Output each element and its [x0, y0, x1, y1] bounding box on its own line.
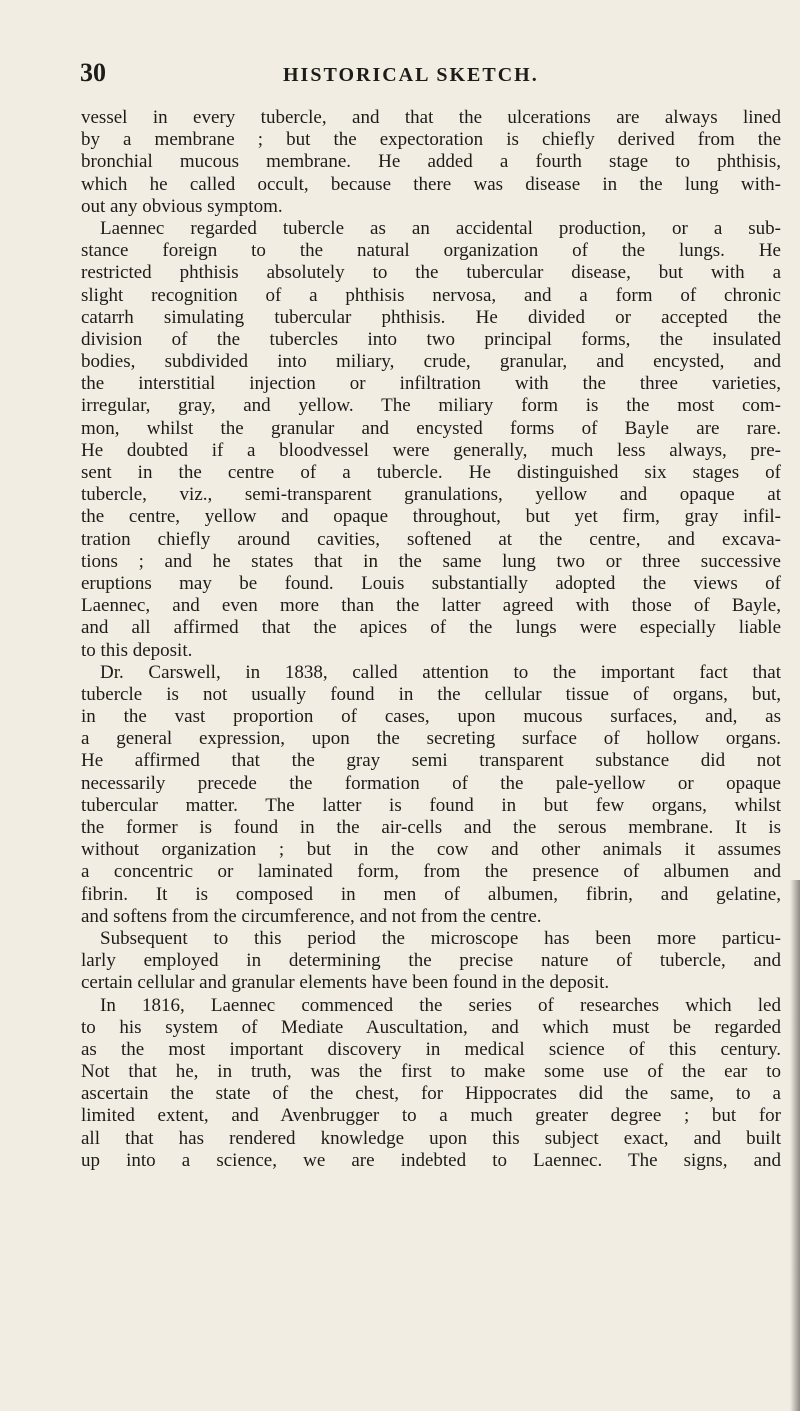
- text-line: and softens from the circumference, and not from the centre.: [81, 905, 542, 927]
- text-line: to this deposit.: [81, 639, 193, 661]
- text-line: bodies, subdivided into miliary, crude, granular, and encysted, and: [81, 351, 781, 373]
- text-line: irregular, gray, and yellow. The miliary form is the most com-: [81, 395, 781, 417]
- text-line: which he called occult, because there was disease in the lung with-: [81, 173, 781, 195]
- text-line: tration chiefly around cavities, softened at the centre, and excava-: [81, 528, 781, 550]
- text-line: tubercular matter. The latter is found in but few organs, whilst: [81, 794, 781, 816]
- text-line: the interstitial injection or infiltration with the three varieties,: [81, 373, 781, 395]
- text-line: restricted phthisis absolutely to the tubercular disease, but with a: [81, 262, 781, 284]
- text-line: certain cellular and granular elements have been found in the deposit.: [81, 972, 610, 994]
- text-line: larly employed in determining the precise nature of tubercle, and: [81, 950, 781, 972]
- text-line: tions ; and he states that in the same lung two or three successive: [81, 550, 781, 572]
- text-line: ascertain the state of the chest, for Hippocrates did the same, to a: [81, 1083, 781, 1105]
- running-title: HISTORICAL SKETCH.: [283, 64, 539, 86]
- text-line: by a membrane ; but the expectoration is chiefly derived from the: [81, 129, 781, 151]
- text-line: tubercle, viz., semi-transparent granulations, yellow and opaque at: [81, 484, 781, 506]
- text-line: necessarily precede the formation of the pale-yellow or opaque: [81, 772, 781, 794]
- text-line: a general expression, upon the secreting surface of hollow organs.: [81, 728, 781, 750]
- text-line: to his system of Mediate Auscultation, and which must be regarded: [81, 1016, 781, 1038]
- text-line: in the vast proportion of cases, upon mucous surfaces, and, as: [81, 706, 781, 728]
- text-line: fibrin. It is composed in men of albumen, fibrin, and gelatine,: [81, 883, 781, 905]
- page-number: 30: [80, 58, 106, 87]
- text-line: all that has rendered knowledge upon this subject exact, and built: [81, 1127, 781, 1149]
- text-line: limited extent, and Avenbrugger to a much greater degree ; but for: [81, 1105, 781, 1127]
- text-line: Subsequent to this period the microscope has been more particu-: [100, 927, 781, 949]
- text-line: In 1816, Laennec commenced the series of researches which led: [100, 994, 781, 1016]
- text-line: stance foreign to the natural organization of the lungs. He: [81, 240, 781, 262]
- text-line: a concentric or laminated form, from the presence of albumen and: [81, 861, 781, 883]
- text-line: and all affirmed that the apices of the lungs were especially liable: [81, 617, 781, 639]
- text-line: Laennec regarded tubercle as an accidental production, or a sub-: [100, 217, 781, 239]
- text-line: bronchial mucous membrane. He added a fourth stage to phthisis,: [81, 151, 781, 173]
- text-line: slight recognition of a phthisis nervosa, and a form of chronic: [81, 284, 781, 306]
- text-line: the former is found in the air-cells and the serous membrane. It is: [81, 817, 781, 838]
- text-line: sent in the centre of a tubercle. He distinguished six stages of: [81, 462, 781, 483]
- text-line: Dr. Carswell, in 1838, called attention to the important fact that: [100, 661, 781, 683]
- text-line: catarrh simulating tubercular phthisis. He divided or accepted the: [81, 306, 781, 328]
- text-line: He affirmed that the gray semi transparent substance did not: [81, 750, 781, 772]
- text-line: vessel in every tubercle, and that the ulcerations are always lined: [81, 107, 781, 128]
- text-line: out any obvious symptom.: [81, 195, 283, 217]
- text-line: mon, whilst the granular and encysted forms of Bayle are rare.: [81, 417, 781, 439]
- text-line: as the most important discovery in medical science of this century.: [81, 1038, 781, 1060]
- text-line: division of the tubercles into two principal forms, the insulated: [81, 328, 781, 350]
- text-line: the centre, yellow and opaque throughout, but yet firm, gray infil-: [81, 506, 781, 528]
- text-line: up into a science, we are indebted to Laennec. The signs, and: [81, 1149, 781, 1171]
- text-line: tubercle is not usually found in the cellular tissue of organs, but,: [81, 683, 781, 705]
- text-line: eruptions may be found. Louis substantially adopted the views of: [81, 572, 781, 594]
- text-line: without organization ; but in the cow and other animals it assumes: [81, 839, 781, 861]
- text-line: Laennec, and even more than the latter agreed with those of Bayle,: [81, 595, 781, 617]
- text-line: Not that he, in truth, was the first to make some use of the ear to: [81, 1061, 781, 1083]
- text-line: He doubted if a bloodvessel were generally, much less always, pre-: [81, 439, 781, 461]
- body-text: [81, 107, 781, 1172]
- page-edge-shadow: [790, 880, 800, 1411]
